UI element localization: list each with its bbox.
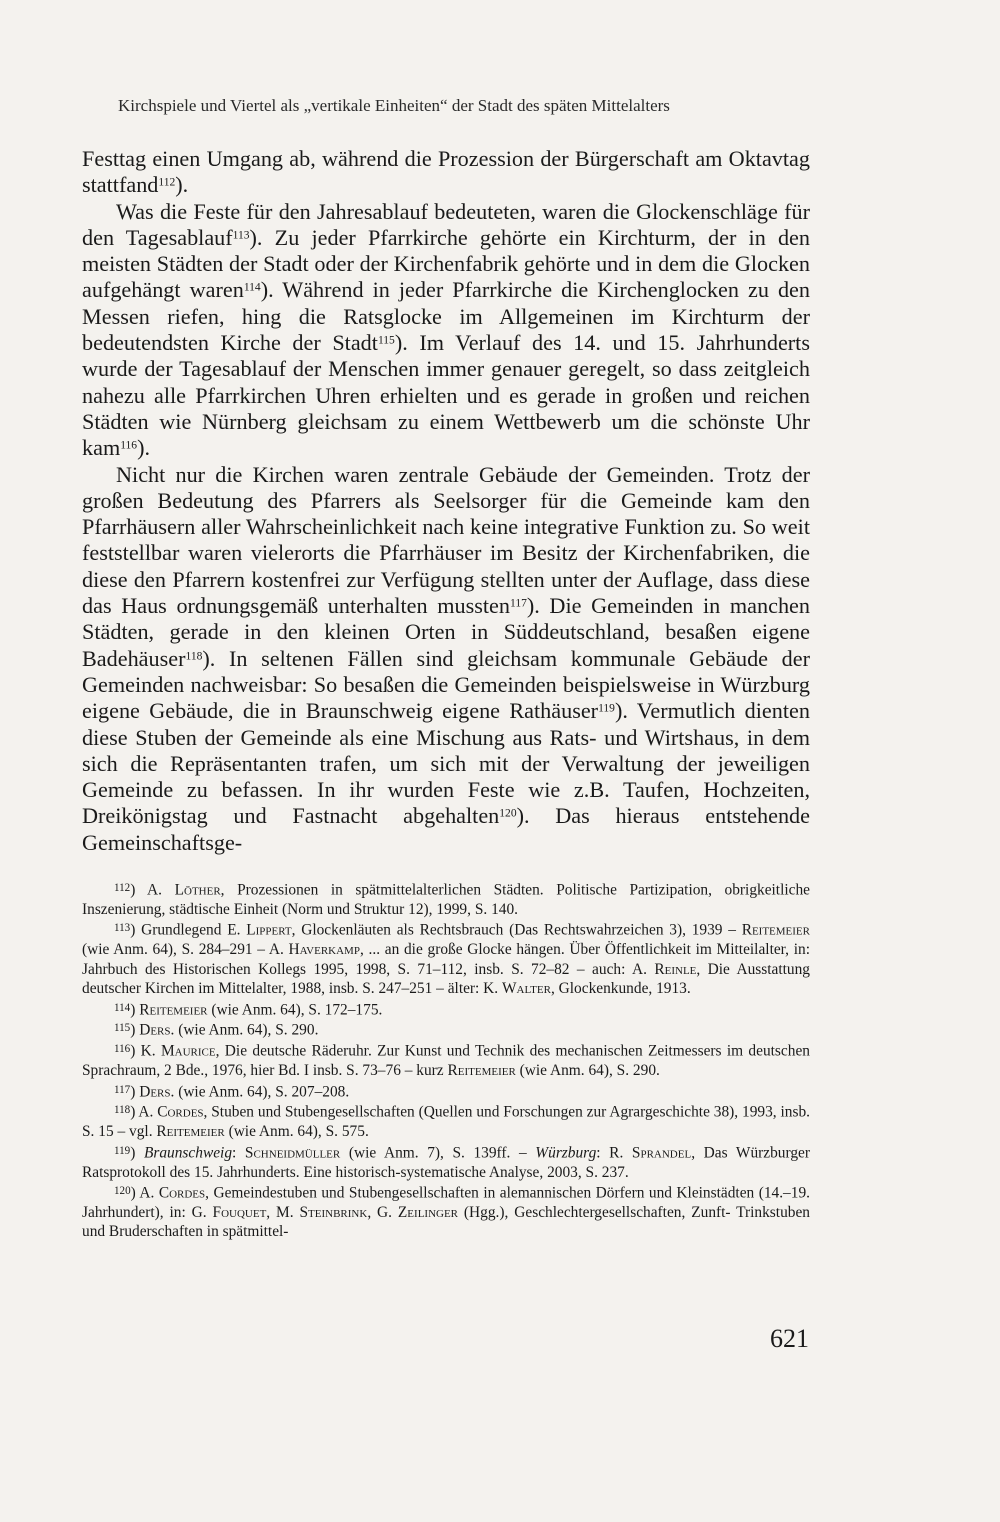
author-name: Reitemeier: [139, 1000, 208, 1018]
footnote-ref: 116: [120, 439, 138, 452]
paragraph: Was die Feste für den Jahresablauf bedeuteten, waren die Glockenschläge für den Tagesablauf$^{113}$). Zu jeder Pfarrkirche gehörte ein Kirchturm, der in den meisten Städten der Stadt oder der Kirchenfabrik gehörte und in dem die Glocken aufgehängt waren$^{114}$). Während in jeder Pfarrkirche die Kirchenglocken zu den Messen riefen, hing die Ratsglocke im Allgemeinen im Kirchturm der bedeutendsten Kirche der Stadt$^{115}$). Im Verlauf des 14. und 15. Jahrhunderts wurde der Tagesablauf der Menschen immer genauer geregelt, so dass zeitgleich nahezu alle Pfarrkirchen Uhren erhielten und es gerade in großen und reichen Städten wie Nürnberg gleichsam zu einem Wettbewerb um die schönste Uhr kam$^{116}$).: [82, 198, 810, 461]
author-name: Walter: [501, 980, 551, 998]
footnote-number: 117: [114, 1083, 131, 1096]
author-name: Maurice: [160, 1042, 216, 1060]
footnotes: [82, 879, 810, 1242]
page-number: 621: [770, 1324, 809, 1353]
footnote-ref: 114: [243, 282, 261, 295]
footnote: $^{118}$) A. Cordes, Stuben und Stubengesellschaften (Quellen und Forschungen zur Agrargeschichte 38), 1993, insb. S. 15 – vgl. Reitemeier (wie Anm. 64), S. 575.: [82, 1103, 810, 1141]
footnote: $^{117}$) Ders. (wie Anm. 64), S. 207–208.: [114, 1082, 350, 1100]
footnote-number: 120: [114, 1185, 131, 1197]
running-head: Kirchspiele und Viertel als „vertikale Einheiten“ der Stadt des späten Mittelalters: [118, 96, 670, 115]
author-name: Schneidmüller: [244, 1144, 341, 1161]
footnote-number: 112: [114, 882, 131, 894]
author-name: Sprandel: [631, 1144, 692, 1161]
author-name: Ders.: [139, 1021, 175, 1039]
footnote-number: 114: [114, 1001, 131, 1014]
footnote: $^{112}$) A. Löther, Prozessionen in spätmittelalterlichen Städten. Politische Partizipation, obrigkeitliche Inszenierung, städtische Einheit (Norm und Struktur 12), 1999, S. 140.: [82, 881, 810, 918]
footnote: $^{120}$) A. Cordes, Gemeindestuben und Stubengesellschaften in alemannischen Dörfern und Kleinstädten (14.–19. Jahrhundert), in: G. Fouquet, M. Steinbrink, G. Zeilinger (Hgg.), Geschlechtergesellschaften, Zunft- Trinkstuben und Bruderschaften in spätmittel-: [82, 1184, 810, 1241]
author-name: Fouquet: [212, 1203, 267, 1221]
footnote-ref: 113: [232, 229, 250, 242]
footnote-ref: 120: [499, 808, 517, 821]
author-name: Zeilinger: [397, 1203, 459, 1221]
footnote-number: 113: [114, 922, 131, 935]
footnote-ref: 112: [158, 176, 176, 189]
footnote: $^{119}$) Braunschweig: Schneidmüller (wie Anm. 7), S. 139ff. – Würzburg: R. Sprandel, Das Würzburger Ratsprotokoll des 15. Jahrhunderts. Eine historisch-systematische Analyse, 2003, S. 237.: [82, 1144, 810, 1181]
footnote-number: 116: [114, 1043, 131, 1056]
footnote-number: 118: [114, 1104, 131, 1117]
author-name: Haverkamp: [288, 941, 360, 959]
author-name: Reinle: [654, 960, 697, 978]
footnote-ref: 117: [509, 597, 527, 610]
author-name: Steinbrink: [299, 1203, 368, 1221]
place-name: Braunschweig: [143, 1144, 233, 1161]
author-name: Cordes: [157, 1103, 204, 1121]
author-name: Ders.: [139, 1082, 175, 1100]
author-name: Reitemeier: [447, 1062, 516, 1080]
author-name: Lippert: [246, 921, 292, 939]
paragraph: Nicht nur die Kirchen waren zentrale Gebäude der Gemeinden. Trotz der großen Bedeutung des Pfarrers als Seelsorger für die Gemeinde kam den Pfarrhäusern aller Wahrscheinlichkeit nach keine integrative Funktion zu. So weit feststellbar waren vielerorts die Pfarrhäuser im Besitz der Kirchenfabriken, die diese den Pfarrern kostenfrei zur Verfügung stellten unter der Auflage, dass diese das Haus ordnungsgemäß unterhalten mussten$^{117}$). Die Gemeinden in manchen Städten, gerade in den kleinen Orten in Süddeutschland, besaßen eigene Badehäuser$^{118}$). In seltenen Fällen sind gleichsam kommunale Gebäude der Gemeinden nachweisbar: So besaßen die Gemeinden beispielsweise in Würzburg eigene Gebäude, die in Braunschweig eigene Rathäuser$^{119}$). Vermutlich dienten diese Stuben der Gemeinde als eine Mischung aus Rats- und Wirtshaus, in dem sich die Repräsentanten trafen, um sich mit der Verwaltung der jeweiligen Gemeinde zu befassen. In ihr wurden Feste wie z.B. Taufen, Hochzeiten, Dreikönigstag und Fastnacht abgehalten$^{120}$). Das hieraus entstehende Gemeinschaftsge-: [82, 461, 810, 855]
author-name: Reitemeier: [741, 921, 810, 939]
footnote-ref: 118: [185, 650, 203, 663]
footnote-number: 119: [114, 1144, 131, 1157]
main-text: [82, 146, 810, 856]
footnote: $^{116}$) K. Maurice, Die deutsche Räderuhr. Zur Kunst und Technik des mechanischen Zeitmessers im deutschen Sprachraum, 2 Bde., 1976, hier Bd. I insb. S. 73–76 – kurz Reitemeier (wie Anm. 64), S. 290.: [82, 1042, 810, 1080]
footnote: $^{113}$) Grundlegend E. Lippert, Glockenläuten als Rechtsbrauch (Das Rechtswahrzeichen 3), 1939 – Reitemeier (wie Anm. 64), S. 284–291 – A. Haverkamp, ... an die große Glocke hängen. Über Öffentlichkeit im Mitteilalter, in: Jahrbuch des Historischen Kollegs 1995, 1998, S. 71–112, insb. S. 72–82 – auch: A. Reinle, Die Ausstattung deutscher Kirchen im Mittelalter, 1988, insb. S. 247–251 – älter: K. Walter, Glockenkunde, 1913.: [82, 921, 810, 998]
paragraph: Festtag einen Umgang ab, während die Prozession der Bürgerschaft am Oktavtag stattfand$^{112}$).: [82, 146, 810, 198]
footnote: $^{114}$) Reitemeier (wie Anm. 64), S. 172–175.: [114, 1000, 383, 1018]
author-name: Cordes: [158, 1184, 206, 1202]
author-name: Reitemeier: [156, 1123, 225, 1141]
footnote-ref: 115: [377, 334, 395, 347]
footnote: $^{115}$) Ders. (wie Anm. 64), S. 290.: [114, 1021, 319, 1039]
author-name: Löther: [174, 881, 221, 899]
place-name: Würzburg: [535, 1144, 597, 1161]
footnote-ref: 119: [598, 702, 615, 715]
footnote-number: 115: [114, 1022, 131, 1035]
